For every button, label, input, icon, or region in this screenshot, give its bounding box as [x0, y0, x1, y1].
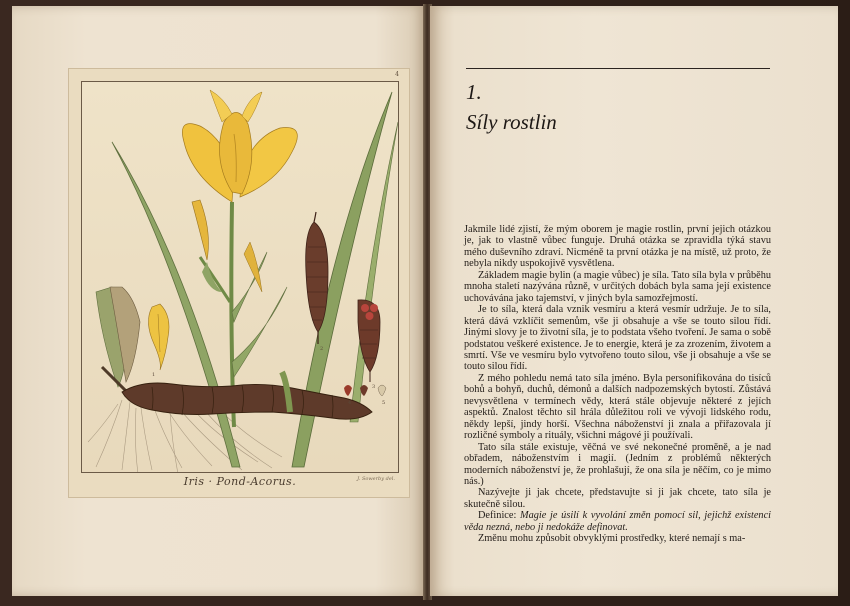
paragraph: Změnu mohu způsobit obvyklými prostředky, které nemají s ma-	[478, 533, 746, 545]
leaf-base	[96, 287, 140, 392]
plate-signature: J. Sowerby del.	[357, 476, 395, 482]
rhizome	[122, 383, 372, 419]
chapter-number: 1.	[466, 80, 482, 104]
figure-number: 5	[382, 400, 386, 406]
right-page	[430, 6, 838, 596]
paragraph: Z mého pohledu nemá tato síla jméno. Byla personifikována do tisíců bohů a bohyň, duchů, démonů a dalších nadpozemských bytostí. Zůstává nevysvětlena v termínech vědy, která stále objevuje některé z jejích aspektů. Znalost těchto sil hrála důležitou roli ve vývoji lidského rodu, někdy lepší, jindy horší. Všechna náboženství ji znala a přiřazovala jí rozličné symboly a rituály, všichni mágové ji používali.	[464, 372, 771, 442]
chapter-title: Síly rostlin	[466, 110, 557, 134]
plate-number: 4	[395, 71, 399, 78]
flower-detail	[148, 304, 169, 370]
left-page	[12, 6, 425, 596]
chapter-rule	[466, 68, 770, 69]
definition-text: Magie je úsilí k vyvolání změn pomocí sil, jejichž existenci věda nezná, nebo ji nedokáže definovat.	[464, 510, 772, 533]
iris-illustration	[82, 82, 399, 473]
botanical-plate	[68, 68, 410, 498]
paragraph: Nazývejte ji jak chcete, představujte si ji jak chcete, tato síla je skutečně silou.	[464, 487, 771, 510]
figure-number: 2	[320, 346, 324, 352]
leaf-right-2	[350, 122, 398, 422]
figure-number: 1	[152, 372, 156, 378]
iris-bud	[192, 200, 208, 260]
plate-caption: Iris · Pond-Acorus.	[183, 475, 297, 488]
figure-number: 4	[348, 400, 352, 406]
plate-frame	[81, 81, 399, 473]
chapter-body	[464, 224, 771, 545]
figure-number: 3	[372, 384, 376, 390]
paragraph: Jakmile lidé zjistí, že mým oborem je magie rostlin, první jejich otázkou je, jak to vlastně vůbec funguje. Druhá otázka se zpravidla týká stavu mého duševního zdraví. Nicméně ta první otázka je na místě, už proto, že nebyla nikdy uspokojivě vysvětlena.	[464, 224, 771, 270]
seeds	[344, 385, 386, 396]
paragraph: Tato síla stále existuje, věčná ve své nekonečné proměně, a je nad obřadem, náboženstvím i magií. (Jedním z problémů některých moderních náboženství je, že prohlašují, že ona síla je něčím, co je mimo nás.)	[464, 441, 771, 487]
definition	[464, 510, 771, 533]
paragraph: Základem magie bylin (a magie vůbec) je síla. Tato síla byla v průběhu mnoha staletí nazývána různě, v určitých dobách byla sama její existence uchovávána jako tajemství, v jiných byla samozřejmostí.	[464, 269, 771, 304]
definition-label: Definice:	[478, 510, 517, 522]
iris-flower	[182, 90, 297, 202]
paragraph: Je to síla, která dala vznik vesmíru a která vesmír udržuje. Je to síla, která dává vzklíčit semenům, vše ji obsahuje a vše se touto silou řídí. Jinými slovy je to životní síla, je to podstata všeho tvoření. Je sama o sobě podstatou veškeré existence. Je to energie, která je za zrozením, životem a smrtí. Vše ve vesmíru bylo vytvořeno touto silou, vše ji obsahuje a vše se touto silou řídí.	[464, 304, 771, 373]
